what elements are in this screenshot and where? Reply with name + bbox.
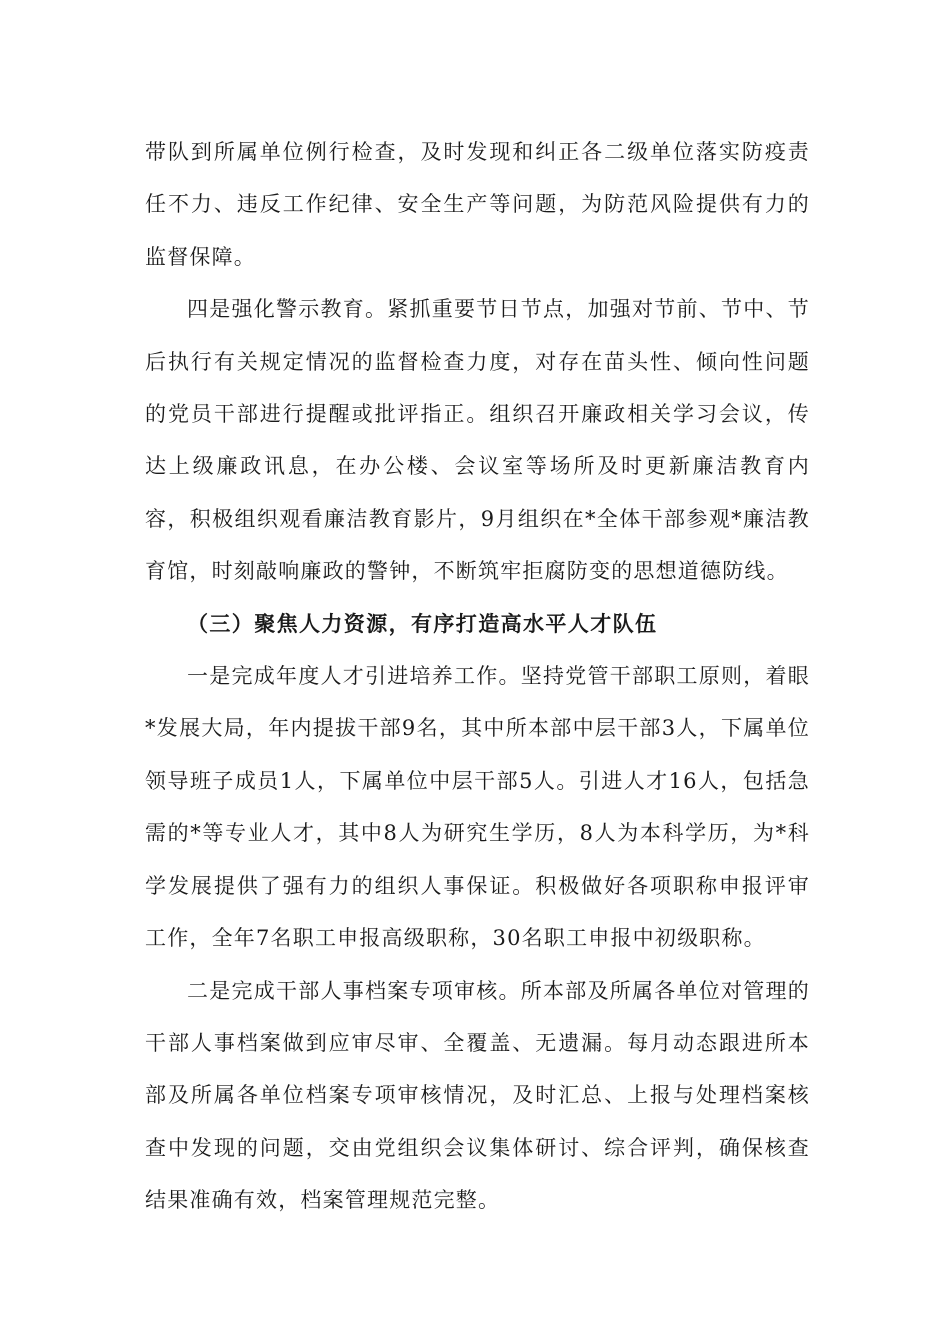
paragraph-warning-education: 四是强化警示教育。紧抓重要节日节点，加强对节前、节中、节后执行有关规定情况的监督检查力度，对存在苗头性、倾向性问题的党员干部进行提醒或批评指正。组织召开廉政相关学习会议，传达上级廉政讯息，在办公楼、会议室等场所及时更新廉洁教育内容，积极组织观看廉洁教育影片，9月组织在*全体干部参观*廉洁教育馆，时刻敲响廉政的警钟，不断筑牢拒腐防变的思想道德防线。: [145, 297, 810, 584]
document-body: [145, 126, 810, 1227]
paragraph-archive-review: 二是完成干部人事档案专项审核。所本部及所属各单位对管理的干部人事档案做到应审尽审、全覆盖、无遗漏。每月动态跟进所本部及所属各单位档案专项审核情况，及时汇总、上报与处理档案核查中发现的问题，交由党组织会议集体研讨、综合评判，确保核查结果准确有效，档案管理规范完整。: [145, 978, 810, 1213]
paragraph-continuation: 带队到所属单位例行检查，及时发现和纠正各二级单位落实防疫责任不力、违反工作纪律、安全生产等问题，为防范风险提供有力的监督保障。: [145, 140, 810, 269]
section-heading: （三）聚焦人力资源，有序打造高水平人才队伍: [187, 611, 658, 636]
paragraph-talent-recruitment: 一是完成年度人才引进培养工作。坚持党管干部职工原则，着眼*发展大局，年内提拔干部9名，其中所本部中层干部3人，下属单位领导班子成员1人，下属单位中层干部5人。引进人才16人，包括急需的*等专业人才，其中8人为研究生学历，8人为本科学历，为*科学发展提供了强有力的组织人事保证。积极做好各项职称申报评审工作，全年7名职工申报高级职称，30名职工申报中初级职称。: [145, 664, 810, 951]
